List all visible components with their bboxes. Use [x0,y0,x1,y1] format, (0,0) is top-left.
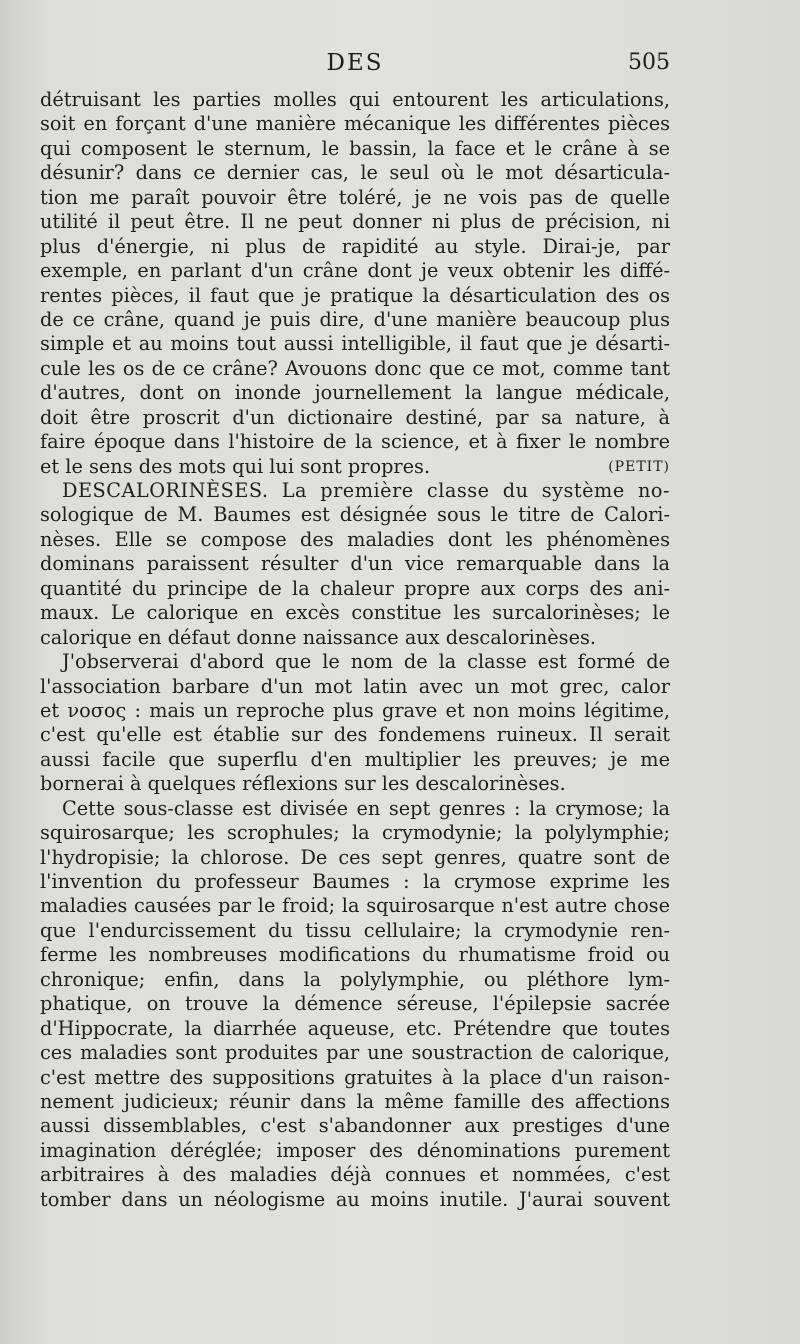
text-line-with-signature [40,455,670,479]
text-line: maladies causées par le froid; la squirosarque n'est autre chose [40,894,670,918]
text-line: imagination déréglée; imposer des dénominations purement [40,1138,670,1162]
text-line: désunir? dans ce dernier cas, le seul où le mot désarticula- [40,161,670,185]
text-line: d'Hippocrate, la diarrhée aqueuse, etc. Prétendre que toutes [40,1016,670,1040]
text-line: et νοσος : mais un reproche plus grave et non moins légitime, [40,698,670,722]
page-number: 505 [628,50,670,75]
text-line: faire époque dans l'histoire de la science, et à fixer le nombre [40,430,670,454]
text-line: cule les os de ce crâne? Avouons donc que ce mot, comme tant [40,356,670,380]
text-line: détruisant les parties molles qui entourent les articulations, [40,88,670,111]
text-line: simple et au moins tout aussi intelligible, il faut que je désarti- [40,332,670,356]
text-line: squirosarque; les scrophules; la crymodynie; la polylymphie; [40,821,670,845]
body-text [40,88,670,1212]
text-line: dominans paraissent résulter d'un vice remarquable dans la [40,552,670,576]
text-line: d'autres, dont on inonde journellement la langue médicale, [40,381,670,405]
text-line: exemple, en parlant d'un crâne dont je veux obtenir les diffé- [40,259,670,283]
text-line: l'association barbare d'un mot latin avec un mot grec, calor [40,674,670,698]
text-line: aussi facile que superflu d'en multiplier les preuves; je me [40,747,670,771]
text-line: bornerai à quelques réflexions sur les descalorinèses. [40,772,566,796]
text-line: l'hydropisie; la chlorose. De ces sept genres, quatre sont de [40,845,670,869]
text-line: nèses. Elle se compose des maladies dont les phénomènes [40,527,670,551]
text-line: c'est mettre des suppositions gratuites à la place d'un raison- [40,1065,670,1089]
text-line: utilité il peut être. Il ne peut donner ni plus de précision, ni [40,210,670,234]
text-line: sologique de M. Baumes est désignée sous le titre de Calori- [40,503,670,527]
text-line: quantité du principe de la chaleur propre aux corps des ani- [40,576,670,600]
text-line: calorique en défaut donne naissance aux descalorinèses. [40,625,597,649]
text-line: ces maladies sont produites par une soustraction de calorique, [40,1041,670,1065]
text-line: ferme les nombreuses modifications du rhumatisme froid ou [40,943,670,967]
text-line: c'est qu'elle est établie sur des fondemens ruineux. Il serait [40,723,670,747]
text-line: Cette sous-classe est divisée en sept genres : la crymose; la [62,796,670,820]
text-line: chronique; enfin, dans la polylymphie, ou pléthore lym- [40,967,670,991]
text-line: et le sens des mots qui lui sont propres. [40,454,431,478]
running-head: DES [326,50,384,76]
text-line: phatique, on trouve la démence séreuse, l'épilepsie sacrée [40,992,670,1016]
text-line: de ce crâne, quand je puis dire, d'une manière beaucoup plus [40,307,670,331]
entry-headword-line: DESCALORINÈSES. La première classe du système no- [62,479,670,502]
page-header [40,50,670,84]
text-line: aussi dissemblables, c'est s'abandonner aux prestiges d'une [40,1114,670,1138]
text-line: maux. Le calorique en excès constitue les surcalorinèses; le [40,601,670,625]
text-line: qui composent le sternum, le bassin, la face et le crâne à se [40,136,670,160]
text-line: rentes pièces, il faut que je pratique la désarticulation des os [40,283,670,307]
text-line: tion me paraît pouvoir être toléré, je ne vois pas de quelle [40,185,670,209]
text-line: plus d'énergie, ni plus de rapidité au style. Dirai-je, par [40,234,670,258]
text-line: soit en forçant d'une manière mécanique les différentes pièces [40,112,670,136]
text-line: nement judicieux; réunir dans la même famille des affections [40,1089,670,1113]
text-line: doit être proscrit d'un dictionaire destiné, par sa nature, à [40,405,670,429]
text-line: J'observerai d'abord que le nom de la classe est formé de [62,650,670,674]
author-signature: (PETIT) [608,458,670,475]
text-line: l'invention du professeur Baumes : la crymose exprime les [40,870,670,893]
text-line: que l'endurcissement du tissu cellulaire; la crymodynie ren- [40,918,670,942]
text-line: tomber dans un néologisme au moins inutile. J'aurai souvent [40,1187,670,1211]
text-line: arbitraires à des maladies déjà connues et nommées, c'est [40,1163,670,1187]
